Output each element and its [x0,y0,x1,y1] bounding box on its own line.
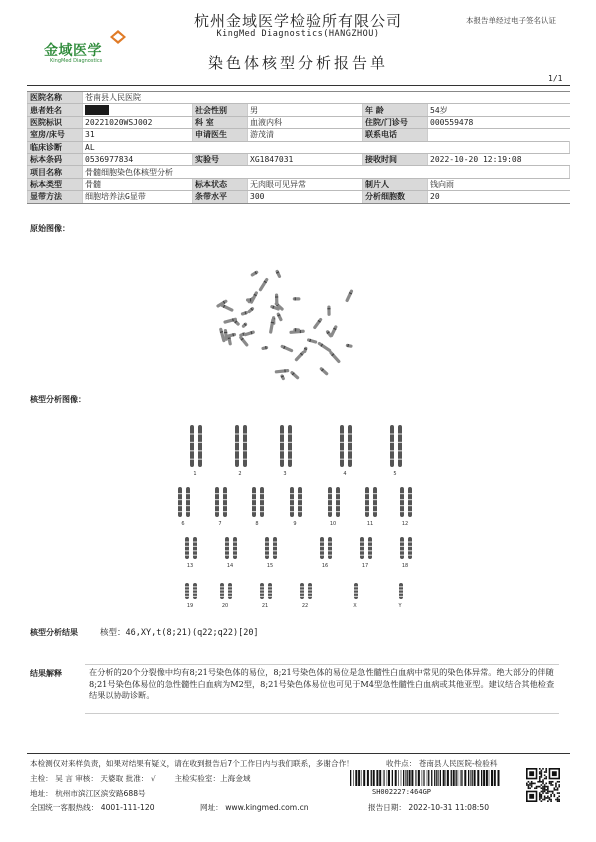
info-label: 接收时间 [363,153,428,165]
e-signature-note: 本报告单经过电子签名认证 [466,16,556,25]
original-image-label: 原始图像： [30,224,70,233]
metaphase-chromosome [280,374,285,381]
metaphase-chromosome [250,270,259,277]
karyogram-number: 19 [186,603,194,609]
karyogram-number: 7 [218,521,222,527]
metaphase-chromosome [269,318,275,334]
karyogram-chromosome-pair [400,537,412,559]
info-label: 年 龄 [363,104,428,116]
report-barcode [350,770,500,786]
address: 地址： 杭州市滨江区滨安路688号 [30,789,146,798]
info-label: 条带水平 [193,191,248,203]
info-value: 无肉眼可见异常 [248,178,363,190]
logo-text: 金域医学 [44,43,102,59]
karyogram-chromosome-pair [185,583,197,599]
info-label: 实验号 [193,153,248,165]
metaphase-chromosome [239,335,249,347]
company-name: 杭州金域医学检验所有限公司 [193,12,402,30]
metaphase-chromosome [276,312,283,322]
metaphase-chromosome [293,297,301,300]
karyotype-result-label: 核型分析结果 [30,628,78,637]
info-row [28,191,570,203]
karyogram-number: 1 [193,471,197,477]
report-title: 染色体核型分析报告单 [207,54,388,72]
metaphase-chromosome [293,328,300,332]
info-label: 项目名称 [28,166,83,178]
karyogram-chromosome-pair [235,425,247,467]
info-row [28,178,570,190]
karyogram-number: 17 [361,563,369,569]
info-value: 20 [428,191,570,203]
karyogram-number: 16 [321,563,329,569]
metaphase-chromosome [247,306,255,313]
karyogram-number: 18 [401,563,409,569]
karyogram-chromosome-pair [300,583,312,599]
karyogram-image [165,415,425,615]
patient-info-table [27,91,570,204]
info-value [428,129,570,141]
karyogram-number: X [353,603,357,609]
info-label: 社会性别 [193,104,248,116]
patient-name-redacted [83,104,193,116]
info-row [28,116,570,128]
logo-subtext: KingMed Diagnostics [50,58,103,64]
metaphase-chromosome [275,269,282,278]
info-value: 苍南县人民医院 [83,92,570,104]
header-divider [27,85,570,86]
info-row [28,92,570,104]
karyogram-chromosome-pair [215,487,227,517]
info-label: 联系电话 [363,129,428,141]
info-label: 医院标识 [28,116,83,128]
karyogram-chromosome-pair [360,537,372,559]
karyogram-number: 11 [366,521,374,527]
karyogram-number: 14 [226,563,234,569]
karyogram-chromosome-pair [320,537,332,559]
metaphase-chromosome [290,370,300,380]
company-name-en: KingMed Diagnostics(HANGZHOU) [216,29,380,39]
signers-text: 主检： 吴 言 审核： 天婆取 批准： [30,774,149,783]
info-value: 游茂清 [248,129,363,141]
karyogram-number: 20 [221,603,229,609]
info-label: 患者姓名 [28,104,83,116]
info-label: 室房/床号 [28,129,83,141]
lab-name: 主检实验室：上海金域 [174,774,251,783]
disclaimer: 本检测仅对来样负责，如果对结果有疑义，请在收到报告后7个工作日内与我们联系，多谢合作！ [30,759,354,768]
karyogram-number: 21 [261,603,269,609]
info-row [28,129,570,141]
info-label: 显带方法 [28,191,83,203]
karyogram-chromosome-pair [290,487,302,517]
karyogram-chromosome-pair [190,425,202,467]
info-label: 标本状态 [193,178,248,190]
metaphase-chromosome [275,369,290,374]
karyogram-chromosome-pair [399,583,403,599]
karyogram-number: 13 [186,563,194,569]
karyogram-chromosome-pair [328,487,340,517]
info-value: 男 [248,104,363,116]
karyogram-number: 6 [181,521,185,527]
karyogram-number: 4 [343,471,347,477]
metaphase-chromosome [227,333,237,338]
logo-mark-icon [110,30,126,44]
karyogram-chromosome-pair [340,425,352,467]
info-row [28,166,570,178]
info-label: 住院/门诊号 [363,116,428,128]
karyogram-chromosome-pair [365,487,377,517]
info-label: 科 室 [193,116,248,128]
receiving-site: 收件点： 苍南县人民医院-检验科 [386,759,498,768]
info-value: 20221020WSJ002 [83,116,193,128]
info-label: 标本条码 [28,153,83,165]
karyogram-chromosome-pair [400,487,412,517]
karyogram-chromosome-pair [260,583,272,599]
metaphase-chromosome [241,322,248,329]
info-value: 000559478 [428,116,570,128]
karyogram-chromosome-pair [280,425,292,467]
karyogram-chromosome-pair [178,487,190,517]
info-value: 骨髓 [83,178,193,190]
metaphase-chromosome [258,277,269,291]
metaphase-chromosome [280,344,294,352]
info-value: 300 [248,191,363,203]
info-value: 血液内科 [248,116,363,128]
metaphase-chromosome [327,305,330,315]
metaphase-spread-image [200,250,380,390]
info-label: 制片人 [363,178,428,190]
info-row [28,153,570,165]
metaphase-chromosome [307,338,318,344]
karyogram-chromosome-pair [225,537,237,559]
info-label: 临床诊断 [28,141,83,153]
metaphase-chromosome [319,367,329,376]
metaphase-chromosome [275,293,279,305]
metaphase-chromosome [346,344,353,349]
metaphase-chromosome [243,330,255,336]
info-label: 申请医生 [193,129,248,141]
page-number: 1/1 [548,74,563,83]
info-value: 0536977834 [83,153,193,165]
karyogram-chromosome-pair [220,583,232,599]
website: 网址： www.kingmed.com.cn [200,803,309,812]
metaphase-chromosome [240,311,248,316]
karyogram-number: 15 [266,563,274,569]
footer-divider [27,753,570,754]
info-row [28,141,570,153]
metaphase-chromosome [329,350,341,363]
hotline: 全国统一客服热线： 4001-111-120 [30,803,155,812]
karyogram-number: 22 [301,603,309,609]
karyogram-number: 12 [401,521,409,527]
info-label: 标本类型 [28,178,83,190]
karyogram-number: 3 [283,471,287,477]
info-label: 医院名称 [28,92,83,104]
redaction-block [85,105,109,115]
report-time: 报告日期： 2022-10-31 11:08:50 [368,803,490,812]
interpretation-label: 结果解释 [30,669,62,678]
info-value: 骨髓细胞染色体核型分析 [83,166,570,178]
info-row [28,104,570,116]
karyogram-chromosome-pair [354,583,358,599]
metaphase-chromosome [345,289,354,303]
karyogram-chromosome-pair [265,537,277,559]
metaphase-chromosome [249,291,258,305]
karyogram-number: 9 [293,521,297,527]
karyogram-number: Y [398,603,402,609]
karyogram-number: 5 [393,471,397,477]
karyotype-result: 核型：46,XY,t(8;21)(q22;q22)[20] [100,628,259,638]
info-value: 31 [83,129,193,141]
karyogram-number: 10 [329,521,337,527]
info-value: XG1847031 [248,153,363,165]
karyogram-chromosome-pair [390,425,402,467]
qr-code-icon [526,768,560,802]
interpretation-text: 在分析的20个分裂像中均有8;21号染色体的易位，8;21号染色体的易位是急性髓性白血病中常见的染色体异常。绝大部分的伴随8;21号染色体易位的急性髓性白血病为M2型，8;21号染色体易位也可见于M4型急性髓性白血病或其他亚型。建议结合其他检查结果以协助诊断。 [85,664,559,714]
metaphase-chromosome [261,346,268,351]
signers [30,773,250,784]
metaphase-chromosome [303,346,308,353]
karyogram-number: 2 [238,471,242,477]
metaphase-chromosome [246,298,253,301]
karyogram-chromosome-pair [185,537,197,559]
info-value: 2022-10-20 12:19:08 [428,153,570,165]
karyotype-image-label: 核型分析图像： [30,395,86,404]
karyogram-number: 8 [255,521,259,527]
metaphase-chromosome [317,341,332,352]
metaphase-chromosome [313,317,323,329]
barcode-text: SH002227:464GP [372,788,432,796]
info-value: 钱向雨 [428,178,570,190]
info-label: 分析细胞数 [363,191,428,203]
karyogram-chromosome-pair [252,487,264,517]
info-value: AL [83,141,570,153]
approver-signature: √ [150,774,156,783]
info-value: 细胞培养法G显带 [83,191,193,203]
info-value: 54岁 [428,104,570,116]
